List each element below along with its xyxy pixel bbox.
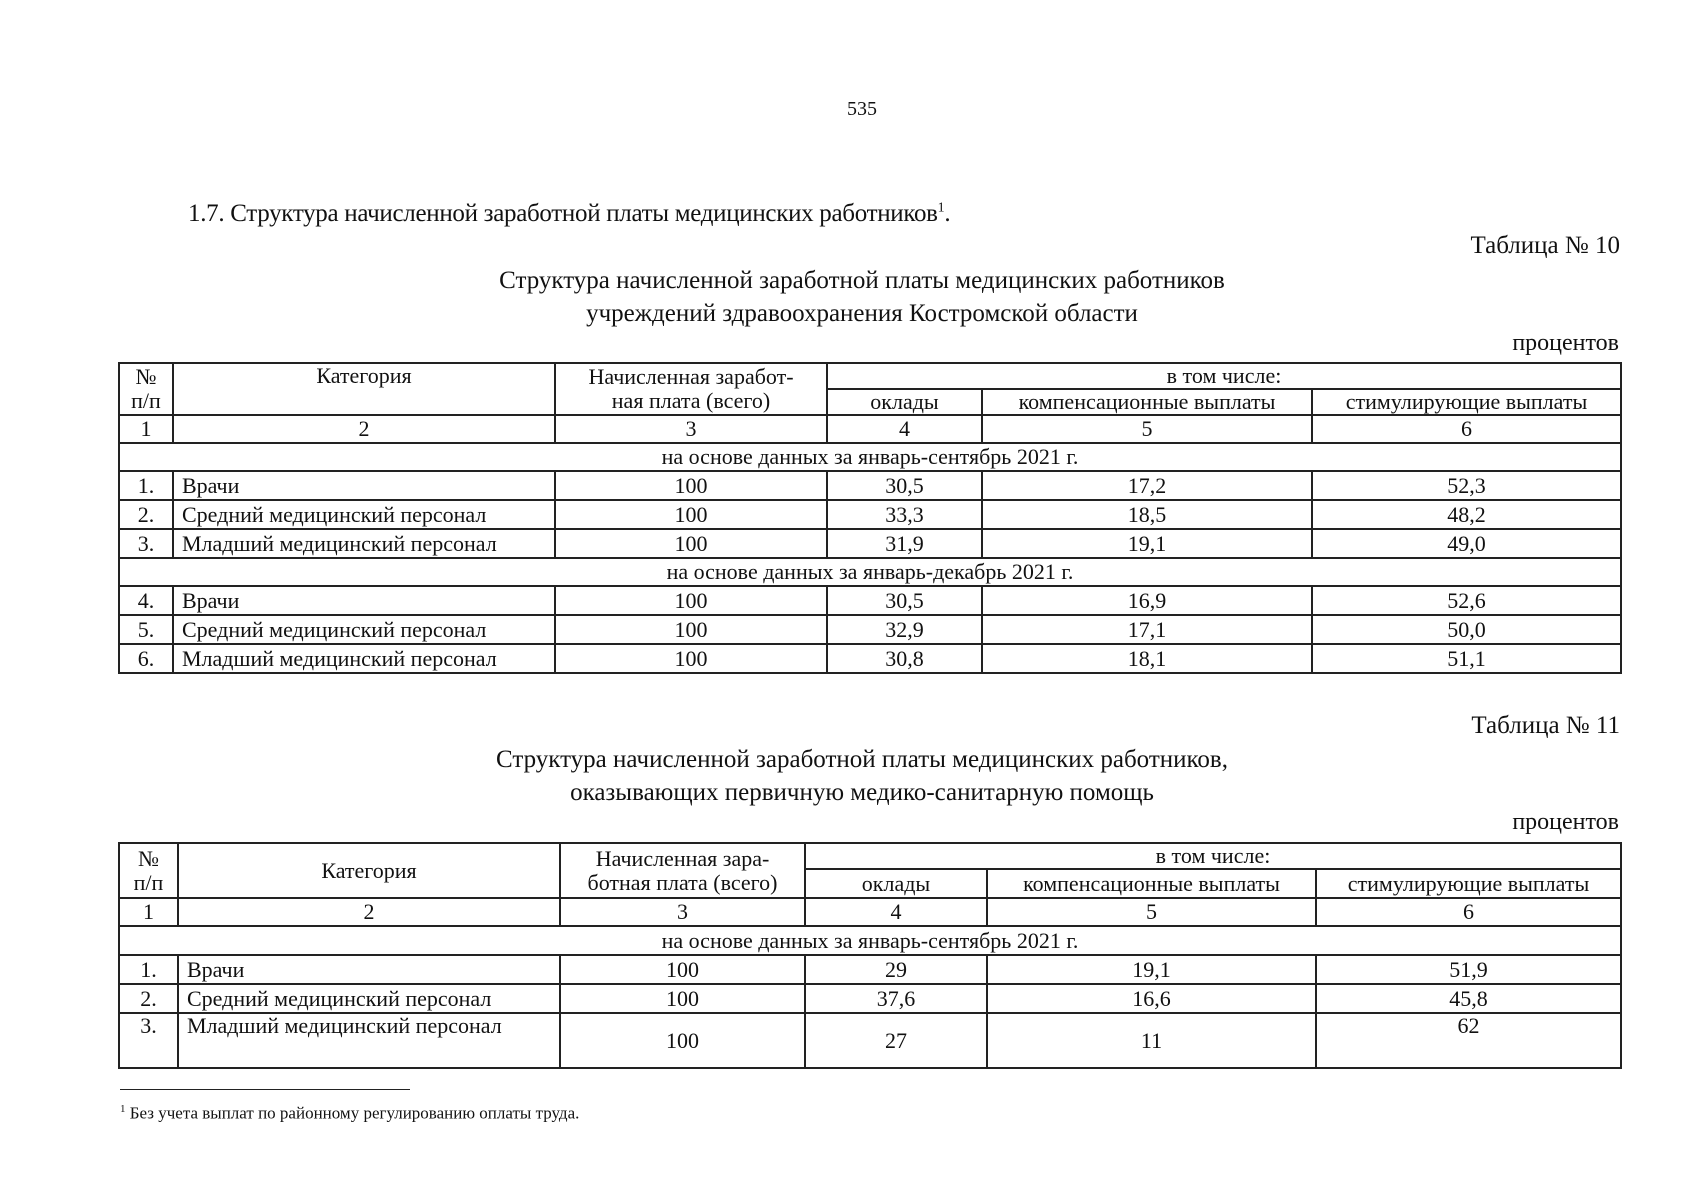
group-label: на основе данных за январь-декабрь 2021 г. [119,558,1621,586]
column-number: 3 [555,415,827,443]
header-stimulus: стимулирующие выплаты [1312,389,1621,415]
header-num-line1: № [135,364,157,389]
table11 [118,842,1622,1069]
header-including: в том числе: [805,843,1621,869]
row-stimulus: 62 [1316,1013,1621,1068]
row-category: Средний медицинский персонал [173,500,555,529]
column-number: 4 [827,415,982,443]
column-number: 5 [982,415,1312,443]
row-num: 3. [119,1013,178,1068]
row-category: Врачи [173,471,555,500]
table10-number: Таблица № 10 [1470,232,1620,259]
header-category: Категория [173,363,555,415]
row-compensation: 17,2 [982,471,1312,500]
row-total: 100 [555,615,827,644]
row-salary: 32,9 [827,615,982,644]
row-compensation: 18,1 [982,644,1312,673]
row-stimulus: 51,1 [1312,644,1621,673]
column-number: 3 [560,898,805,926]
table10-units: процентов [1512,330,1619,356]
row-salary: 30,8 [827,644,982,673]
header-total-line2: ная плата (всего) [611,388,771,413]
row-compensation: 19,1 [982,529,1312,558]
column-number: 2 [178,898,560,926]
row-salary: 33,3 [827,500,982,529]
row-compensation: 16,9 [982,586,1312,615]
column-number: 6 [1316,898,1621,926]
row-num: 6. [119,644,173,673]
section-heading-period: . [944,200,951,227]
table10-title [0,264,1690,330]
header-total-line1: Начисленная зара- [595,845,770,871]
footnote [120,1103,579,1124]
row-salary: 30,5 [827,586,982,615]
row-total: 100 [555,471,827,500]
row-num: 1. [119,471,173,500]
column-number: 4 [805,898,987,926]
section-heading-text: 1.7. Структура начисленной заработной платы медицинских работников [188,200,938,227]
row-total: 100 [560,984,805,1013]
table11-title [0,743,1690,809]
row-total: 100 [560,1013,805,1068]
table11-number: Таблица № 11 [1471,712,1620,739]
row-compensation: 16,6 [987,984,1316,1013]
table-row [119,1013,1621,1068]
footnote-marker: 1 [120,1103,126,1115]
header-including: в том числе: [827,363,1621,389]
row-salary: 31,9 [827,529,982,558]
footnote-text: Без учета выплат по районному регулированию оплаты труда. [129,1103,580,1123]
row-num: 3. [119,529,173,558]
row-salary: 29 [805,955,987,984]
table-row [119,529,1621,558]
header-total [560,843,805,898]
row-category: Младший медицинский персонал [173,644,555,673]
row-total: 100 [555,586,827,615]
row-num: 1. [119,955,178,984]
row-total: 100 [555,500,827,529]
table10 [118,362,1622,674]
footnote-divider [120,1089,410,1090]
row-compensation: 19,1 [987,955,1316,984]
group-label: на основе данных за январь-сентябрь 2021 г. [119,926,1621,955]
column-number: 1 [119,898,178,926]
row-stimulus: 48,2 [1312,500,1621,529]
page-number: 535 [847,98,877,120]
header-compensation: компенсационные выплаты [987,869,1316,898]
row-stimulus: 49,0 [1312,529,1621,558]
column-number: 5 [987,898,1316,926]
table-row [119,586,1621,615]
header-compensation: компенсационные выплаты [982,389,1312,415]
table11-title-line1: Структура начисленной заработной платы медицинских работников, [496,746,1228,773]
table11-units: процентов [1512,809,1619,835]
row-compensation: 17,1 [982,615,1312,644]
table10-title-line1: Структура начисленной заработной платы медицинских работников [499,267,1225,294]
row-total: 100 [560,955,805,984]
table-row [119,615,1621,644]
header-total [555,363,827,415]
header-total-line1: Начисленная заработ- [588,364,794,389]
row-salary: 37,6 [805,984,987,1013]
row-category: Младший медицинский персонал [173,529,555,558]
table10-title-line2: учреждений здравоохранения Костромской области [586,300,1138,327]
header-num-line2: п/п [131,388,161,413]
row-stimulus: 50,0 [1312,615,1621,644]
row-num: 2. [119,500,173,529]
group-label: на основе данных за январь-сентябрь 2021 г. [119,443,1621,471]
header-salary: оклады [805,869,987,898]
row-compensation: 18,5 [982,500,1312,529]
row-salary: 30,5 [827,471,982,500]
row-compensation: 11 [987,1013,1316,1068]
header-total-line2: ботная плата (всего) [587,869,778,895]
header-salary: оклады [827,389,982,415]
header-num-line1: № [138,845,159,871]
table11-title-line2: оказывающих первичную медико-санитарную помощь [570,779,1154,806]
section-heading [188,200,950,228]
column-number: 2 [173,415,555,443]
column-numbers-row [119,415,1621,443]
row-category: Средний медицинский персонал [178,984,560,1013]
row-category: Средний медицинский персонал [173,615,555,644]
header-num [119,843,178,898]
table-row [119,644,1621,673]
row-stimulus: 52,3 [1312,471,1621,500]
header-num [119,363,173,415]
footnote-reference[interactable]: 1 [937,200,945,216]
row-category: Врачи [173,586,555,615]
row-num: 5. [119,615,173,644]
header-stimulus: стимулирующие выплаты [1316,869,1621,898]
table-row [119,984,1621,1013]
row-total: 100 [555,529,827,558]
column-number: 1 [119,415,173,443]
row-category: Врачи [178,955,560,984]
row-stimulus: 45,8 [1316,984,1621,1013]
row-num: 4. [119,586,173,615]
row-num: 2. [119,984,178,1013]
column-number: 6 [1312,415,1621,443]
table-row [119,471,1621,500]
row-stimulus: 52,6 [1312,586,1621,615]
header-category: Категория [178,843,560,898]
table-row [119,955,1621,984]
row-salary: 27 [805,1013,987,1068]
row-stimulus: 51,9 [1316,955,1621,984]
row-category: Младший медицинский персонал [178,1013,560,1068]
header-num-line2: п/п [133,869,164,895]
column-numbers-row [119,898,1621,926]
row-total: 100 [555,644,827,673]
table-row [119,500,1621,529]
